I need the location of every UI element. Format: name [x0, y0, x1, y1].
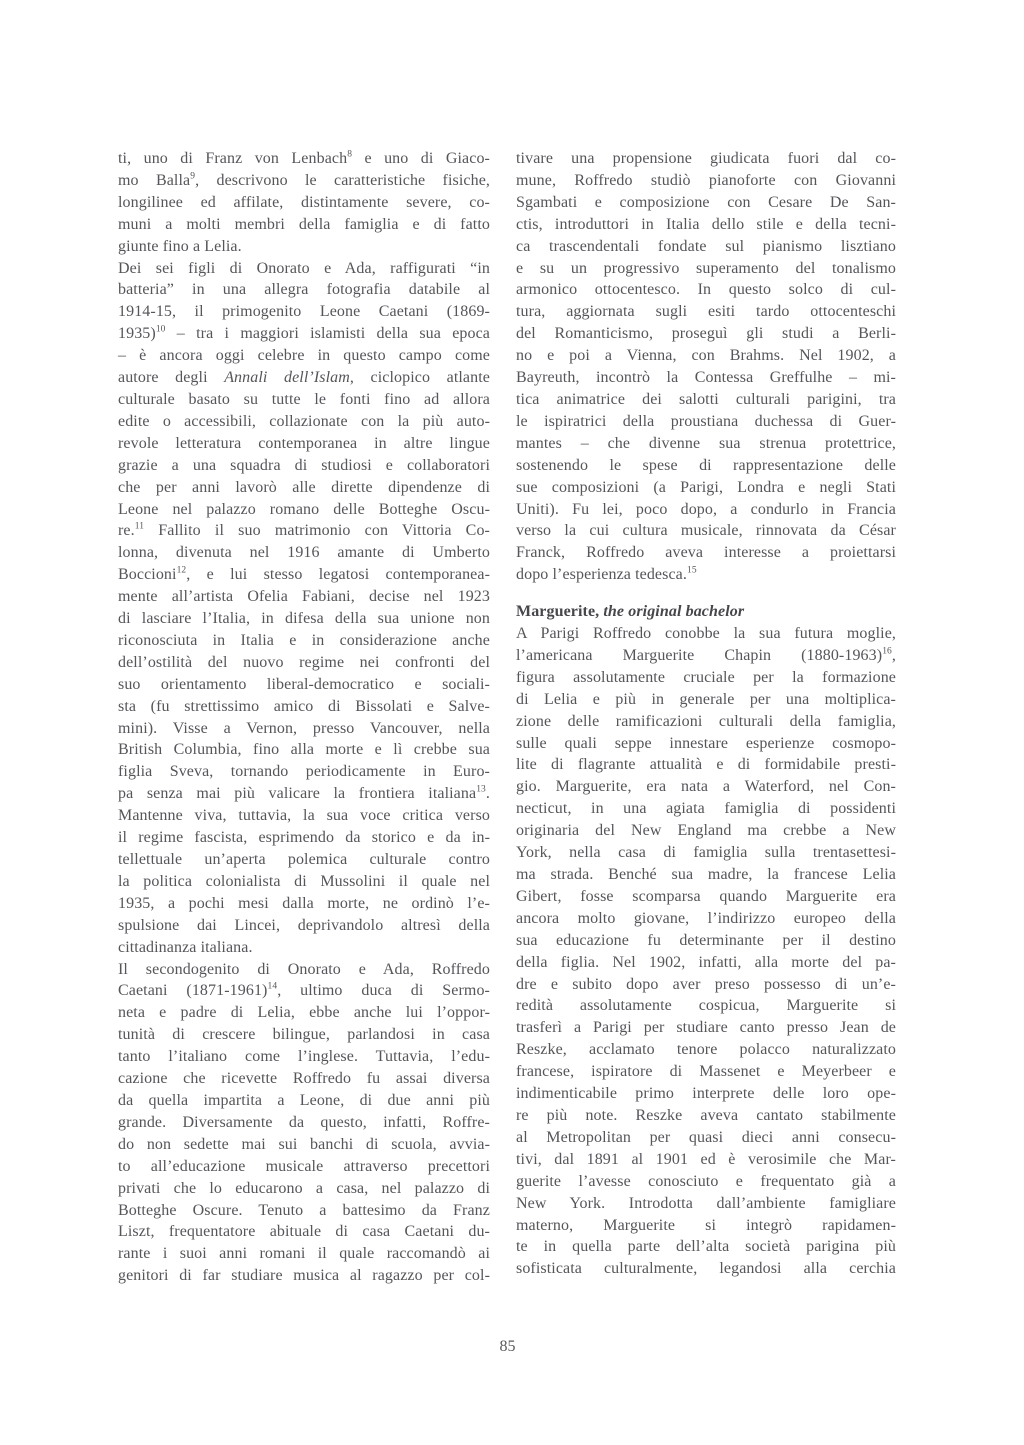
text-line: Bayreuth, incontrò la Contessa Greffulhe – mi- [516, 369, 896, 387]
section-heading [516, 601, 896, 623]
paragraph [516, 148, 896, 586]
text-line: tura, aggiornata sugli esiti tardo ottocenteschi [516, 303, 896, 321]
text-line: Il secondogenito di Onorato e Ada, Roffredo [118, 960, 490, 978]
text-line: guerite l’avesse conosciuto e frequentato già a [516, 1172, 896, 1190]
text-line: no e poi a Vienna, con Brahms. Nel 1902, a [516, 347, 896, 365]
text-line: Marguerite, the original bachelor [516, 603, 745, 621]
text-line: spulsione dai Lincei, deprivandolo altresì della [118, 916, 490, 934]
text-line: dre e subito dopo aver preso possesso di un’e- [516, 975, 896, 993]
text-line: della figlia. Nel 1902, infatti, alla morte del pa- [516, 953, 896, 971]
text-line: dell’ostilità del nuovo regime nei confronti del [118, 653, 490, 671]
text-line: tivare una propensione giudicata fuori dal co- [516, 150, 896, 167]
text-line: 1935)$^{10}$ – tra i maggiori islamisti della sua epoca [118, 324, 490, 343]
text-line: Liszt, frequentatore abituale di casa Caetani du- [118, 1223, 490, 1241]
text-line: il regime fascista, esprimendo da storico e da in- [118, 829, 490, 847]
text-line: grande. Diversamente da questo, infatti, Roffre- [118, 1113, 490, 1131]
text-line: ma strada. Benché sua madre, la francese Lelia [516, 866, 896, 883]
text-line: lite di flagrante attualità e di formidabile presti- [516, 756, 896, 774]
text-line: British Columbia, fino alla morte e lì crebbe sua [118, 741, 490, 759]
text-line: – è ancora oggi celebre in questo campo come [118, 347, 490, 365]
text-line: cittadinanza italiana. [118, 938, 253, 956]
text-line: al Metropolitan per quasi dieci anni consecu- [516, 1128, 896, 1146]
text-line: la politica colonialista di Mussolini il quale nel [118, 872, 490, 890]
text-line: gio. Marguerite, era nata a Waterford, nel Con- [516, 778, 896, 796]
text-line: da quella impartita a Leone, di due anni più [118, 1091, 490, 1109]
text-line: neta e padre di Lelia, ebbe anche lui l’oppor- [118, 1004, 490, 1022]
text-line: Dei sei figli di Onorato e Ada, raffigurati “in [118, 259, 490, 277]
text-line: mini). Visse a Vernon, presso Vancouver, nella [118, 719, 490, 737]
text-line: ca trascendentali fondate sul pianismo lisztiano [516, 237, 896, 255]
text-line: originaria del New England ma crebbe a New [516, 822, 896, 840]
text-line: tellettuale un’aperta polemica culturale contro [118, 851, 490, 868]
text-line: sulle quali seppe innestare esperienze cosmopo- [516, 734, 896, 752]
text-line: ti, uno di Franz von Lenbach$^8$ e uno di Giaco- [118, 149, 490, 167]
text-line: cazione che ricevette Roffredo fu assai diversa [118, 1070, 490, 1088]
text-line: figlia Sveva, tornando periodicamente in Euro- [118, 763, 490, 781]
text-line: Uniti). Fu lei, poco dopo, a condurlo in Francia [516, 500, 896, 518]
text-line: ancora molto giovane, l’indirizzo europeo della [516, 909, 896, 927]
text-line: edite o accessibili, collazionate con la più auto- [118, 412, 490, 430]
text-line: muni a molti membri della famiglia e di fatto [118, 215, 490, 233]
text-line: sofisticata culturalmente, legandosi alla cerchia [516, 1260, 896, 1278]
text-line: ctis, introduttori in Italia dello stile e della tecni- [516, 215, 896, 233]
text-line: materno, Marguerite si integrò rapidamen- [516, 1216, 896, 1234]
text-line: sta (fu strettissimo amico di Bissolati e Salve- [118, 697, 490, 715]
text-line: re più note. Reszke aveva cantato stabilmente [516, 1106, 896, 1124]
text-line: to all’educazione musicale attraverso precettori [118, 1157, 490, 1175]
text-line: culturale basato su tutte le fonti fino ad allora [118, 390, 490, 408]
text-line: New York. Introdotta dall’ambiente famigliare [516, 1194, 896, 1212]
text-line: Mantenne viva, tuttavia, la sua voce critica verso [118, 807, 490, 825]
paragraph [118, 148, 490, 258]
text-line: rante i suoi anni romani il quale raccomandò ai [118, 1245, 490, 1263]
text-line: francese, ispiratore di Massenet e Meyerbeer e [516, 1063, 896, 1081]
text-line: longilinee ed affilate, distintamente severe, co- [118, 193, 490, 211]
text-line: Reszke, acclamato tenore polacco naturalizzato [516, 1041, 896, 1059]
text-line: tunità di crescere bilingue, parlandosi in casa [118, 1026, 490, 1044]
text-line: figura assolutamente cruciale per la formazione [516, 668, 896, 686]
text-line: tica animatrice dei salotti culturali parigini, tra [516, 390, 896, 408]
text-line: mo Balla$^9$, descrivono le caratteristiche fisiche, [118, 171, 490, 189]
text-line: armonico ottocentesco. In questo solco di cul- [516, 281, 896, 299]
text-line: Botteghe Oscure. Tenuto a battesimo da Franz [118, 1201, 490, 1219]
text-line: e su un progressivo superamento del tonalismo [516, 259, 896, 277]
text-line: Caetani (1871-1961)$^{14}$, ultimo duca di Sermo- [118, 982, 490, 1000]
text-line: tanto l’italiano come l’inglese. Tuttavia, l’edu- [118, 1048, 490, 1066]
text-line: le ispiratrici della proustiana duchessa di Guer- [516, 412, 896, 430]
text-line: tivi, dal 1891 al 1901 ed è verosimile che Mar- [516, 1150, 896, 1168]
text-line: redità assolutamente cospicua, Marguerite si [516, 997, 896, 1015]
text-line: grazie a una squadra di studiosi e collaboratori [118, 456, 490, 474]
text-line: l’americana Marguerite Chapin (1880-1963)$^{16}$, [516, 646, 896, 664]
text-line: 1935, a pochi mesi dalla morte, ne ordinò l’e- [118, 894, 490, 912]
text-line: privati che lo educarono a casa, nel palazzo di [118, 1179, 490, 1197]
paragraph [516, 623, 896, 1280]
text-line: sue composizioni (a Parigi, Londra e negli Stati [516, 478, 896, 496]
text-line: verso la cui cultura musicale, rinnovata da César [516, 522, 896, 540]
text-line: riconosciuta in Italia e in considerazione anche [118, 631, 490, 649]
text-line: necticut, in una agiata famiglia di possidenti [516, 800, 896, 818]
text-line: re.$^{11}$ Fallito il suo matrimonio con Vittoria Co- [118, 522, 490, 540]
text-line: giunte fino a Lelia. [118, 237, 242, 255]
text-line: York, nella casa di famiglia sulla trentasettesi- [516, 844, 896, 862]
text-line: zione delle ramificazioni culturali della famiglia, [516, 712, 896, 730]
text-line: revole letteratura contemporanea in altre lingue [118, 434, 490, 452]
text-line: di Lelia e più in generale per una moltiplica- [516, 690, 896, 708]
text-line: del Romanticismo, proseguì gli studi a Berli- [516, 325, 896, 343]
text-line: mente all’artista Ofelia Fabiani, decise nel 1923 [118, 588, 490, 606]
text-line: di lasciare l’Italia, in difesa della sua unione non [118, 610, 490, 628]
text-line: Franck, Roffredo aveva interesse a proiettarsi [516, 544, 896, 562]
text-line: genitori di far studiare musica al ragazzo per col- [118, 1267, 490, 1285]
text-line: Boccioni$^{12}$, e lui stesso legatosi contemporanea- [118, 565, 490, 584]
text-line: trasferì a Parigi per studiare canto presso Jean de [516, 1019, 896, 1037]
text-line: do non sedette mai sui banchi di scuola, avvia- [118, 1135, 490, 1153]
text-line: Sgambati e composizione con Cesare De San- [516, 193, 896, 211]
text-line: Leone nel palazzo romano delle Botteghe Oscu- [118, 500, 490, 518]
paragraph [118, 258, 490, 959]
left-column [118, 148, 490, 1287]
text-line: pa senza mai più valicare la frontiera italiana$^{13}$. [118, 784, 490, 803]
text-line: A Parigi Roffredo conobbe la sua futura moglie, [516, 625, 896, 643]
text-line: dopo l’esperienza tedesca.$^{15}$ [516, 565, 697, 584]
text-line: Gibert, fosse scomparsa quando Marguerite era [516, 887, 896, 905]
text-line: sostenendo le spese di rappresentazione delle [516, 456, 896, 474]
text-line: batteria” in una allegra fotografia databile al [118, 281, 490, 299]
text-line: autore degli Annali dell’Islam, ciclopico atlante [118, 369, 490, 387]
text-line: suo orientamento liberal-democratico e sociali- [118, 675, 490, 693]
text-line: che per anni lavorò alle dirette dipendenze di [118, 478, 490, 496]
text-line: sua educazione fu determinante per il destino [516, 931, 896, 949]
paragraph [118, 959, 490, 1288]
text-line: 1914-15, il primogenito Leone Caetani (1869- [118, 303, 490, 321]
text-line: te in quella parte dell’alta società parigina più [516, 1238, 896, 1256]
text-line: mantes – che divenne sua strenua protettrice, [516, 434, 896, 452]
text-line: mune, Roffredo studiò pianoforte con Giovanni [516, 171, 896, 189]
text-columns [118, 148, 897, 1287]
text-line: lonna, divenuta nel 1916 amante di Umberto [118, 544, 490, 562]
right-column [516, 148, 896, 1287]
text-line: indimenticabile primo interprete delle loro ope- [516, 1085, 896, 1103]
page-number: 85 [499, 1338, 516, 1355]
